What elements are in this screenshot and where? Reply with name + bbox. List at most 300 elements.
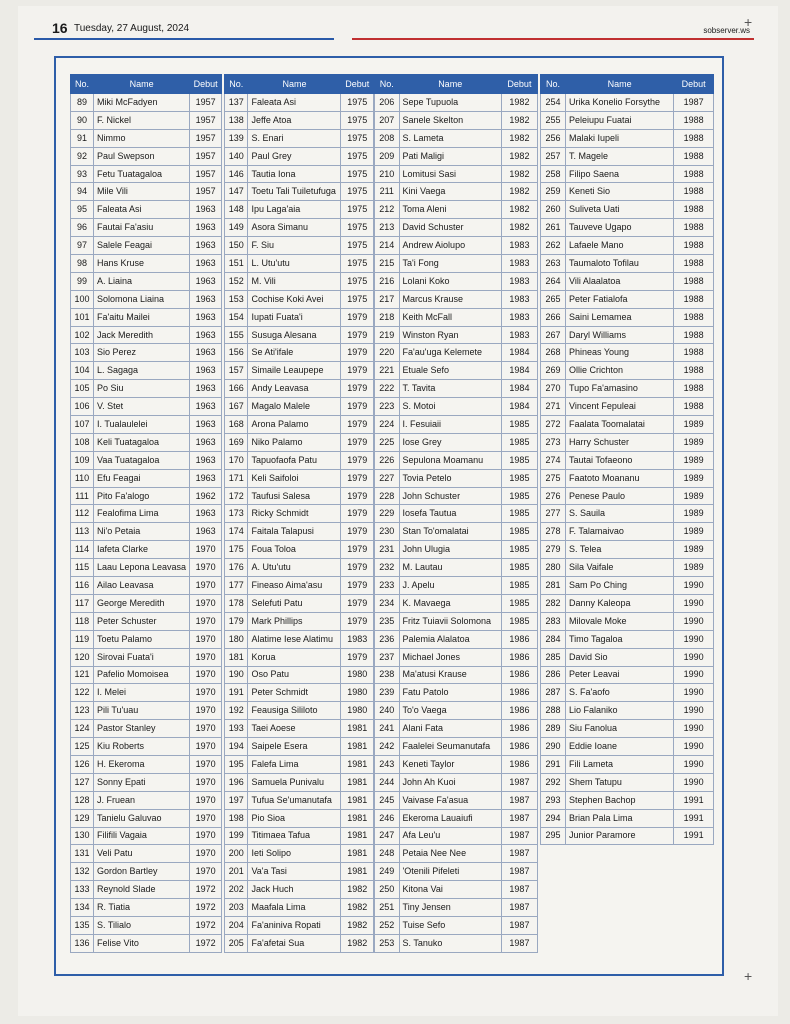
debut-year: 1975 [341,290,374,308]
debut-year: 1986 [501,720,537,738]
player-number: 225 [375,433,400,451]
column-header-no: No. [71,75,94,94]
table-row [225,827,374,845]
table-row [71,111,222,129]
player-name: S. Enari [248,129,341,147]
table-row [225,147,374,165]
debut-year: 1980 [341,702,374,720]
player-name: Faatoto Moananu [566,469,674,487]
player-name: Kitona Vai [399,881,501,899]
debut-year: 1982 [501,165,537,183]
table-row [541,147,714,165]
debut-year: 1963 [190,290,222,308]
debut-year: 1970 [190,845,222,863]
player-number: 227 [375,469,400,487]
table-row [225,541,374,559]
player-number: 179 [225,612,248,630]
table-row [541,272,714,290]
debut-year: 1988 [674,326,714,344]
table-row [225,791,374,809]
player-number: 96 [71,219,94,237]
table-row [225,237,374,255]
player-number: 125 [71,738,94,756]
column-header-name: Name [93,75,189,94]
player-name: Fatu Patolo [399,684,501,702]
player-name: Magalo Malele [248,398,341,416]
debut-year: 1988 [674,165,714,183]
player-number: 232 [375,559,400,577]
player-name: Penese Paulo [566,487,674,505]
player-number: 199 [225,827,248,845]
player-name: Fili Lameta [566,755,674,773]
table-row [541,791,714,809]
player-name: Etuale Sefo [399,362,501,380]
column-header-debut: Debut [674,75,714,94]
player-number: 236 [375,630,400,648]
player-name: Iose Grey [399,433,501,451]
player-number: 103 [71,344,94,362]
debut-year: 1972 [190,916,222,934]
player-number: 172 [225,487,248,505]
player-number: 112 [71,505,94,523]
debut-year: 1983 [501,308,537,326]
player-name: Phineas Young [566,344,674,362]
debut-year: 1988 [674,344,714,362]
player-name: Efu Feagai [93,469,189,487]
table-row [71,344,222,362]
player-name: Salele Feagai [93,237,189,255]
player-number: 181 [225,648,248,666]
debut-year: 1979 [341,648,374,666]
debut-year: 1990 [674,738,714,756]
table-row [375,773,538,791]
table-row [375,487,538,505]
player-name: Tautia Iona [248,165,341,183]
debut-year: 1982 [501,147,537,165]
player-name: Solomona Liaina [93,290,189,308]
player-name: David Schuster [399,219,501,237]
table-row [541,523,714,541]
player-name: Sanele Skelton [399,111,501,129]
player-name: Kiu Roberts [93,738,189,756]
debut-year: 1982 [341,899,374,917]
table-row [225,290,374,308]
table-row [375,666,538,684]
table-row [71,845,222,863]
table-row [71,666,222,684]
table-row [225,845,374,863]
debut-year: 1985 [501,612,537,630]
player-name: F. Nickel [93,111,189,129]
page-number: 16 [52,20,68,36]
player-name: S. Motoi [399,398,501,416]
debut-year: 1990 [674,755,714,773]
player-name: George Meredith [93,594,189,612]
player-name: Tupo Fa'amasino [566,380,674,398]
debut-year: 1988 [674,308,714,326]
player-number: 198 [225,809,248,827]
player-number: 135 [71,916,94,934]
table-row [225,255,374,273]
player-number: 268 [541,344,566,362]
player-number: 100 [71,290,94,308]
table-row [71,380,222,398]
player-name: Junior Paramore [566,827,674,845]
debut-year: 1987 [501,863,537,881]
player-number: 205 [225,934,248,952]
player-name: Tuise Sefo [399,916,501,934]
table-row [541,165,714,183]
table-header-row [541,75,714,94]
player-number: 258 [541,165,566,183]
debut-year: 1981 [341,827,374,845]
player-number: 212 [375,201,400,219]
player-name: Siu Fanolua [566,720,674,738]
player-name: Lomitusi Sasi [399,165,501,183]
debut-year: 1989 [674,416,714,434]
player-name: Reynold Slade [93,881,189,899]
player-name: Vaivase Fa'asua [399,791,501,809]
player-name: John Ah Kuoi [399,773,501,791]
player-number: 169 [225,433,248,451]
table-row [225,380,374,398]
players-column-1 [70,74,222,953]
table-row [375,738,538,756]
player-number: 195 [225,755,248,773]
player-number: 293 [541,791,566,809]
player-name: Mile Vili [93,183,189,201]
player-name: M. Vili [248,272,341,290]
table-row [225,899,374,917]
table-row [541,398,714,416]
debut-year: 1970 [190,863,222,881]
debut-year: 1963 [190,398,222,416]
player-number: 215 [375,255,400,273]
player-name: Lafaele Mano [566,237,674,255]
player-name: Faleata Asi [93,201,189,219]
debut-year: 1970 [190,738,222,756]
table-row [541,666,714,684]
table-row [541,755,714,773]
player-number: 288 [541,702,566,720]
player-name: V. Stet [93,398,189,416]
table-row [375,541,538,559]
player-number: 239 [375,684,400,702]
player-number: 243 [375,755,400,773]
debut-year: 1986 [501,702,537,720]
debut-year: 1979 [341,433,374,451]
debut-year: 1990 [674,594,714,612]
table-row [375,684,538,702]
player-number: 115 [71,559,94,577]
table-row [375,916,538,934]
debut-year: 1990 [674,648,714,666]
player-name: Peter Schmidt [248,684,341,702]
player-name: Taumaloto Tofilau [566,255,674,273]
debut-year: 1981 [341,738,374,756]
player-number: 246 [375,809,400,827]
debut-year: 1975 [341,165,374,183]
debut-year: 1963 [190,451,222,469]
player-number: 274 [541,451,566,469]
table-row [225,505,374,523]
table-row [375,237,538,255]
table-row [225,129,374,147]
debut-year: 1987 [674,94,714,112]
player-name: Pastor Stanley [93,720,189,738]
player-number: 256 [541,129,566,147]
player-number: 150 [225,237,248,255]
player-number: 178 [225,594,248,612]
player-name: Milovale Moke [566,612,674,630]
column-header-name: Name [566,75,674,94]
player-name: Jack Meredith [93,326,189,344]
player-name: Andrew Aiolupo [399,237,501,255]
table-row [71,94,222,112]
player-number: 294 [541,809,566,827]
table-row [375,183,538,201]
player-number: 193 [225,720,248,738]
player-number: 238 [375,666,400,684]
table-row [71,648,222,666]
site-url: sobserver.ws [703,26,750,35]
player-number: 244 [375,773,400,791]
player-name: M. Lautau [399,559,501,577]
player-name: K. Mavaega [399,594,501,612]
player-number: 207 [375,111,400,129]
player-name: Foua Toloa [248,541,341,559]
table-row [225,94,374,112]
table-row [71,398,222,416]
debut-year: 1987 [501,916,537,934]
player-name: Suliveta Uati [566,201,674,219]
player-number: 177 [225,577,248,595]
table-row [541,344,714,362]
player-name: Winston Ryan [399,326,501,344]
player-number: 223 [375,398,400,416]
debut-year: 1957 [190,111,222,129]
table-row [71,881,222,899]
debut-year: 1981 [341,773,374,791]
player-name: Paul Swepson [93,147,189,165]
player-number: 197 [225,791,248,809]
column-header-no: No. [225,75,248,94]
table-row [541,720,714,738]
table-row [375,827,538,845]
debut-year: 1963 [190,237,222,255]
player-name: Peter Leavai [566,666,674,684]
player-name: A. Utu'utu [248,559,341,577]
table-row [71,577,222,595]
player-number: 233 [375,577,400,595]
table-row [375,398,538,416]
player-number: 278 [541,523,566,541]
player-number: 250 [375,881,400,899]
table-row [225,666,374,684]
debut-year: 1975 [341,183,374,201]
player-name: F. Siu [248,237,341,255]
table-row [225,487,374,505]
debut-year: 1990 [674,666,714,684]
player-number: 240 [375,702,400,720]
debut-year: 1962 [190,487,222,505]
debut-year: 1979 [341,523,374,541]
table-row [225,433,374,451]
player-name: J. Apelu [399,577,501,595]
table-row [71,738,222,756]
player-number: 217 [375,290,400,308]
player-number: 137 [225,94,248,112]
debut-year: 1987 [501,845,537,863]
table-row [375,720,538,738]
player-number: 249 [375,863,400,881]
table-row [71,219,222,237]
debut-year: 1979 [341,416,374,434]
player-name: L. Utu'utu [248,255,341,273]
column-header-no: No. [375,75,400,94]
player-number: 271 [541,398,566,416]
debut-year: 1984 [501,344,537,362]
table-row [225,326,374,344]
debut-year: 1963 [190,344,222,362]
debut-year: 1986 [501,684,537,702]
debut-year: 1970 [190,809,222,827]
player-name: Felise Vito [93,934,189,952]
debut-year: 1979 [341,451,374,469]
table-header-row [71,75,222,94]
player-name: Filifili Vagaia [93,827,189,845]
player-number: 124 [71,720,94,738]
player-number: 146 [225,165,248,183]
table-row [71,523,222,541]
debut-year: 1983 [501,326,537,344]
debut-year: 1984 [501,398,537,416]
debut-year: 1985 [501,541,537,559]
player-number: 259 [541,183,566,201]
player-name: Asora Simanu [248,219,341,237]
debut-year: 1979 [341,469,374,487]
player-number: 117 [71,594,94,612]
table-row [541,219,714,237]
debut-year: 1982 [341,916,374,934]
table-row [71,201,222,219]
player-name: Peter Schuster [93,612,189,630]
debut-year: 1963 [190,308,222,326]
debut-year: 1963 [190,523,222,541]
debut-year: 1963 [190,272,222,290]
player-number: 287 [541,684,566,702]
table-row [71,791,222,809]
player-number: 234 [375,594,400,612]
player-number: 226 [375,451,400,469]
player-name: Stephen Bachop [566,791,674,809]
player-name: Se Ati'ifale [248,344,341,362]
debut-year: 1963 [190,201,222,219]
table-row [71,237,222,255]
debut-year: 1979 [341,577,374,595]
player-name: J. Fruean [93,791,189,809]
player-number: 180 [225,630,248,648]
debut-year: 1975 [341,94,374,112]
debut-year: 1980 [341,684,374,702]
table-row [225,219,374,237]
player-number: 200 [225,845,248,863]
player-name: I. Fesuiaii [399,416,501,434]
debut-year: 1988 [674,111,714,129]
table-row [71,147,222,165]
player-name: Palemia Alalatoa [399,630,501,648]
debut-year: 1979 [341,308,374,326]
debut-year: 1986 [501,755,537,773]
debut-year: 1963 [190,380,222,398]
player-number: 114 [71,541,94,559]
table-row [71,934,222,952]
debut-year: 1982 [501,129,537,147]
player-number: 93 [71,165,94,183]
table-row [71,326,222,344]
player-number: 123 [71,702,94,720]
column-header-debut: Debut [341,75,374,94]
debut-year: 1975 [341,129,374,147]
player-name: Hans Kruse [93,255,189,273]
player-name: Filipo Saena [566,165,674,183]
table-row [71,827,222,845]
player-name: Ni'o Petaia [93,523,189,541]
players-column-2 [224,74,374,953]
player-name: Faitala Talapusi [248,523,341,541]
table-row [225,272,374,290]
player-name: Urika Konelio Forsythe [566,94,674,112]
table-row [541,630,714,648]
player-name: Ekeroma Lauaiufi [399,809,501,827]
debut-year: 1986 [501,738,537,756]
player-number: 290 [541,738,566,756]
player-number: 113 [71,523,94,541]
debut-year: 1957 [190,129,222,147]
debut-year: 1987 [501,809,537,827]
debut-year: 1975 [341,255,374,273]
debut-year: 1979 [341,344,374,362]
player-name: Cochise Koki Avei [248,290,341,308]
player-name: Iafeta Clarke [93,541,189,559]
player-name: Petaia Nee Nee [399,845,501,863]
table-row [225,916,374,934]
player-number: 230 [375,523,400,541]
table-row [375,308,538,326]
debut-year: 1970 [190,755,222,773]
player-number: 270 [541,380,566,398]
debut-year: 1970 [190,630,222,648]
player-name: David Sio [566,648,674,666]
debut-year: 1972 [190,881,222,899]
player-number: 157 [225,362,248,380]
player-number: 105 [71,380,94,398]
debut-year: 1981 [341,720,374,738]
table-row [541,738,714,756]
debut-year: 1957 [190,165,222,183]
player-number: 104 [71,362,94,380]
player-name: S. Lameta [399,129,501,147]
column-header-name: Name [399,75,501,94]
players-table-frame [54,56,724,976]
player-number: 108 [71,433,94,451]
player-name: Vaa Tuatagaloa [93,451,189,469]
player-name: Lio Falaniko [566,702,674,720]
player-name: I. Melei [93,684,189,702]
table-row [71,612,222,630]
debut-year: 1990 [674,577,714,595]
debut-year: 1988 [674,380,714,398]
